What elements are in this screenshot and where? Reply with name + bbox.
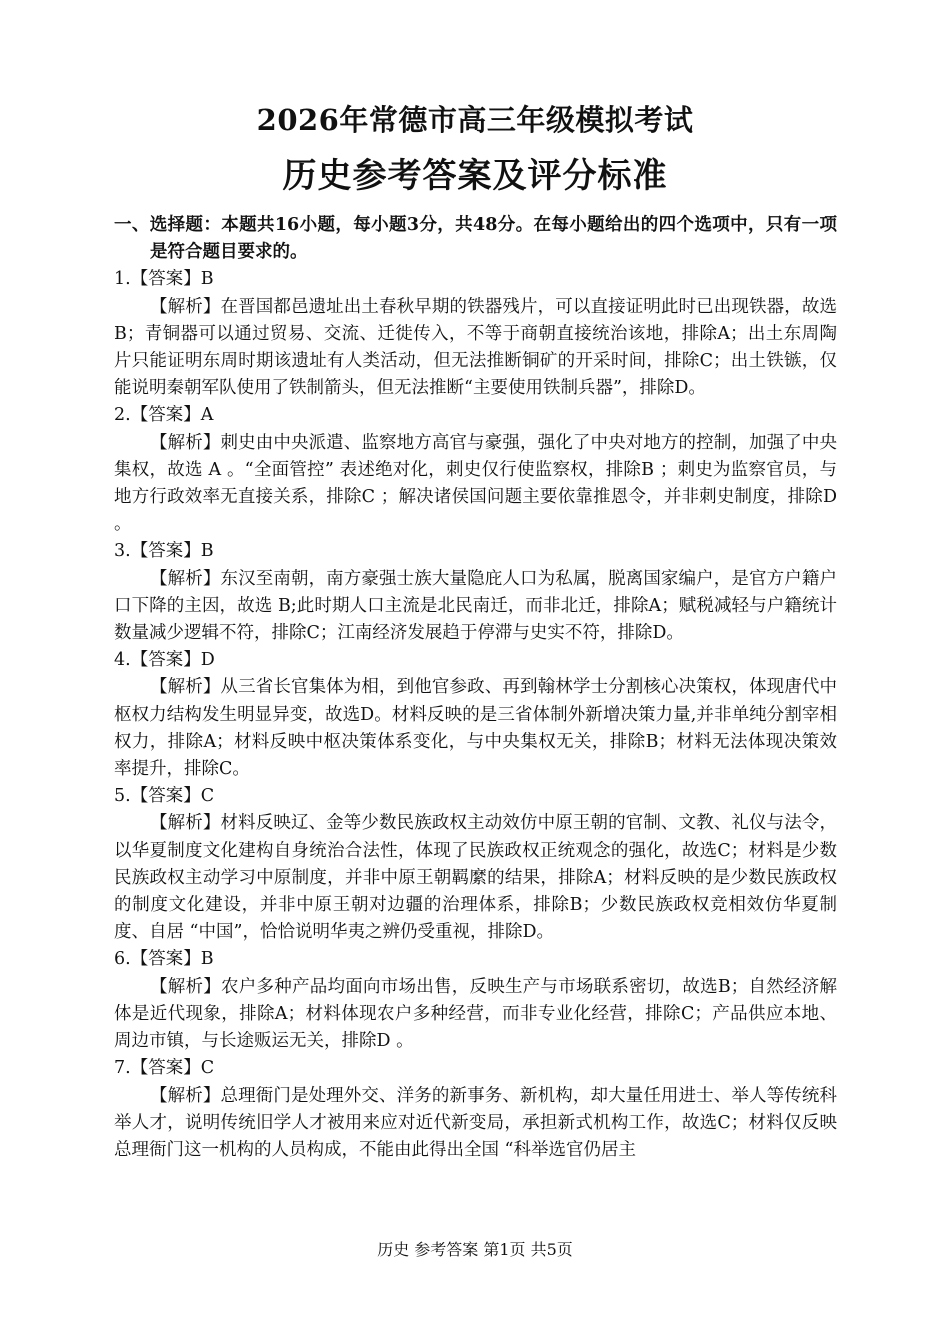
answer-key: 6.【答案】B: [114, 949, 214, 970]
document-title: 历史参考答案及评分标准: [282, 156, 668, 196]
answer-explanation: 【解析】总理衙门是处理外交、洋务的新事务、新机构，却大量任用进士、举人等传统科举人才，说明传统旧学人才被用来应对近代新变局，承担新式机构工作，故选C；材料仅反映总理衙门这一机构的人员构成，不能由此得出全国 “科举选官仍居主: [114, 1085, 837, 1160]
answer-key: 2.【答案】A: [114, 405, 214, 426]
answer-item-4: [114, 647, 837, 783]
answer-key: 1.【答案】B: [114, 269, 214, 290]
answer-item-3: [114, 538, 837, 647]
answer-key: 4.【答案】D: [114, 650, 215, 671]
answer-item-7: [114, 1055, 837, 1164]
answer-item-2: [114, 402, 837, 538]
answer-content: [114, 212, 837, 1164]
answer-item-6: [114, 946, 837, 1055]
page-footer: 历史 参考答案 第1页 共5页: [377, 1240, 573, 1259]
answer-key: 5.【答案】C: [114, 786, 215, 807]
answer-key: 3.【答案】B: [114, 541, 214, 562]
answer-explanation: 【解析】材料反映辽、金等少数民族政权主动效仿中原王朝的官制、文教、礼仪与法令，以华夏制度文化建构自身统治合法性，体现了民族政权正统观念的强化，故选C；材料是少数民族政权主动学习中原制度，并非中原王朝羁縻的结果，排除A；材料反映的是少数民族政权的制度文化建设，并非中原王朝对边疆的治理体系，排除B；少数民族政权竞相效仿华夏制度、自居 “中国”，恰恰说明华夷之辨仍受重视，排除D。: [114, 813, 837, 943]
answer-explanation: 【解析】东汉至南朝，南方豪强士族大量隐庇人口为私属，脱离国家编户，是官方户籍户口下降的主因，故选 B;此时期人口主流是北民南迁，而非北迁，排除A；赋税减轻与户籍统计数量减少逻辑不符，排除C；江南经济发展趋于停滞与史实不符，排除D。: [114, 568, 837, 644]
answer-key: 7.【答案】C: [114, 1058, 215, 1079]
section-heading: 一、选择题：本题共16小题，每小题3分，共48分。在每小题给出的四个选项中，只有一项是符合题目要求的。: [114, 215, 837, 263]
exam-title: 2026年常德市高三年级模拟考试: [256, 103, 694, 137]
answer-explanation: 【解析】从三省长官集体为相，到他官参政、再到翰林学士分割核心决策权，体现唐代中枢权力结构发生明显异变，故选D。材料反映的是三省体制外新增决策力量,并非单纯分割宰相权力，排除A；材料反映中枢决策体系变化，与中央集权无关，排除B；材料无法体现决策效率提升，排除C。: [114, 677, 837, 780]
answer-item-5: [114, 783, 837, 946]
answer-explanation: 【解析】刺史由中央派遣、监察地方高官与豪强，强化了中央对地方的控制，加强了中央集权，故选 A 。“全面管控” 表述绝对化，刺史仅行使监察权，排除B ；刺史为监察官员，与地方行政效率无直接关系，排除C ；解决诸侯国问题主要依靠推恩令，并非刺史制度，排除D 。: [114, 432, 837, 535]
answer-explanation: 【解析】农户多种产品均面向市场出售，反映生产与市场联系密切，故选B；自然经济解体是近代现象，排除A；材料体现农户多种经营，而非专业化经营，排除C；产品供应本地、周边市镇，与长途贩运无关，排除D 。: [114, 976, 837, 1052]
answer-explanation: 【解析】在晋国都邑遗址出土春秋早期的铁器残片，可以直接证明此时已出现铁器，故选B；青铜器可以通过贸易、交流、迁徙传入，不等于商朝直接统治该地，排除A；出土东周陶片只能证明东周时期该遗址有人类活动，但无法推断铜矿的开采时间，排除C；出土铁镞，仅能说明秦朝军队使用了铁制箭头，但无法推断“主要使用铁制兵器”，排除D。: [114, 296, 837, 399]
answer-item-1: [114, 266, 837, 402]
